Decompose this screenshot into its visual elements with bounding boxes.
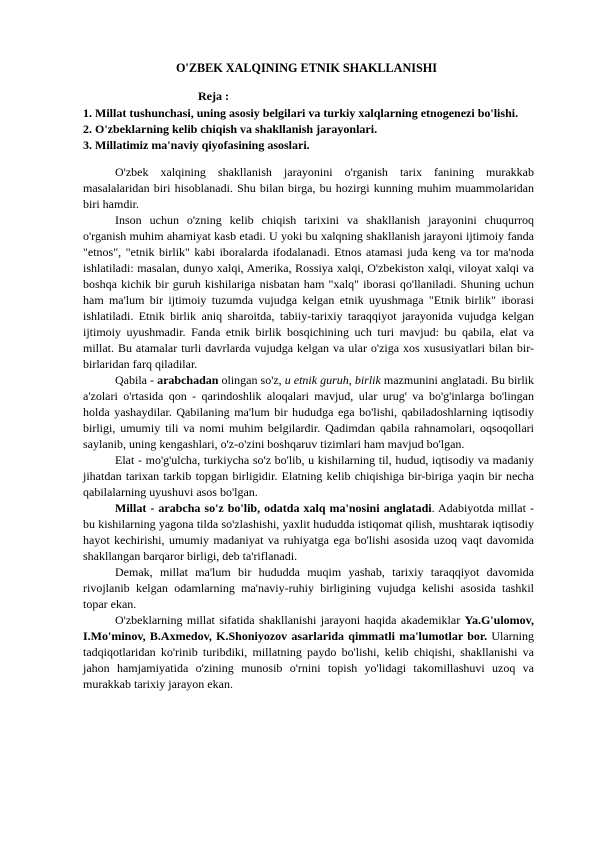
plan-item-1: 1. Millat tushunchasi, uning asosiy belgilari va turkiy xalqlarning etnogenezi bo'lishi. <box>83 106 519 120</box>
qabila-text: olingan so'z, <box>218 373 285 387</box>
millat-definition-bold: Millat - arabcha so'z bo'lib, odatda xalq ma'nosini anglatadi <box>115 501 432 515</box>
document-title: O'ZBEK XALQINING ETNIK SHAKLLANISHI <box>175 61 438 75</box>
qabila-italic-term: u etnik guruh, birlik <box>284 373 381 387</box>
paragraph-millat <box>83 500 534 564</box>
plan-item-2: 2. O'zbeklarning kelib chiqish va shakllanish jarayonlari. <box>83 122 378 136</box>
paragraph-intro: O'zbek xalqining shakllanish jarayonini o'rganish tarix fanining murakkab masalalaridan biri hisoblanadi. Shu bilan birga, bu hozirgi kunning muhim muammolaridan biri hamdir. <box>83 165 534 211</box>
document-page <box>83 60 534 692</box>
plan-heading: Reja : <box>198 89 229 103</box>
academics-lead-text: O'zbeklarning millat sifatida shakllanishi jarayoni haqida akademiklar <box>115 613 465 627</box>
qabila-rest-text: mazmunini anglatadi. Bu birlik a'zolari o'rtasida qon - qarindoshlik aloqalari mavjud, ular urug' va bo'g'inlarga bo'lingan holda yashaydilar. Qabilaning ma'lum bir hududga ega bo'lishi, qabiladoshlarning iqtisodiy birligi, umumiy tili va nomi muhim belgilardir. Qadimdan qabila rahnamolari, oqsoqollari saylanib, uning kengashlari, o'z-o'zini boshqaruv tizimlari ham mavjud bo'lgan. <box>83 373 534 451</box>
academics-rest-text: Ularning tadqiqotlaridan ko'rinib turibdiki, millatning paydo bo'lishi, kelib chiqishi, shakllanishi va jahon hamjamiyatida o'zining munosib o'rnini topish yo'lidagi takomillashuvi uzoq va murakkab tarixiy jarayon ekan. <box>83 629 534 691</box>
document-body <box>83 164 534 692</box>
paragraph-etnos: Inson uchun o'zning kelib chiqish tarixini va shakllanish jarayonini chuqurroq o'rganish muhim ahamiyat kasb etadi. U yoki bu xalqning shakllanish jarayoni ijtimoiy fanda "etnos", "etnik birlik" kabi iboralarda ifodalanadi. Etnos atamasi juda keng va tor ma'noda ishlatiladi: masalan, dunyo xalqi, Amerika, Rossiya xalqi, O'zbekiston xalqi, viloyat xalqi va boshqa kichik bir guruh kishilariga nisbatan ham "xalq" iborasi qo'llaniladi. Shuning uchun ham ma'lum bir ijtimoiy tuzumda vujudga kelgan etnik uyushmaga "Etnik birlik" iborasi ishlatiladi. Etnik birlik aniq sharoitda, tabiiy-tarixiy taraqqiyot jarayonida vujudga kelgan ijtimoiy uyushmadir. Fanda etnik birlik bosqichining uch turi mavjud: bu qabila, elat va millat. Bu atamalar turli davrlarda vujudga kelgan va ular o'ziga xos xususiyatlari bilan bir-birlaridan farq qiladilar. <box>83 213 534 371</box>
plan-list <box>83 105 534 153</box>
qabila-lead-text: Qabila - <box>115 373 158 387</box>
qabila-bold-term: arabchadan <box>157 373 219 387</box>
millat-text: . Adabiyotda millat - bu kishilarning yagona tilda so'zlashishi, yaxlit hududda istiqomat qilish, mushtarak iqtisodiy hayot kechirishi, umumiy madaniyat va ruhiyatga ega bo'lishi asosida uzoq vaqt davomida shakllangan barqaror birligi, deb ta'riflanadi. <box>83 501 534 563</box>
paragraph-academics <box>83 612 534 692</box>
paragraph-elat: Elat - mo'g'ulcha, turkiycha so'z bo'lib, u kishilarning til, hudud, iqtisodiy va madaniy jihatdan tarixan tarkib topgan birligidir. Elatning kelib chiqishiga bir-biriga yaqin bir necha qabilalarning uyushuvi asos bo'lgan. <box>83 453 534 499</box>
paragraph-demak: Demak, millat ma'lum bir hududda muqim yashab, tarixiy taraqqiyot davomida rivojlanib kelgan odamlarning ma'naviy-ruhiy birligining vujudga kelishi asosida tashkil topar ekan. <box>83 565 534 611</box>
plan-item-3: 3. Millatimiz ma'naviy qiyofasining asoslari. <box>83 138 310 152</box>
academics-names-bold: Ya.G'ulomov, I.Mo'minov, B.Axmedov, K.Shoniyozov asarlarida qimmatli ma'lumotlar bor. <box>83 613 534 643</box>
paragraph-qabila <box>83 372 534 452</box>
